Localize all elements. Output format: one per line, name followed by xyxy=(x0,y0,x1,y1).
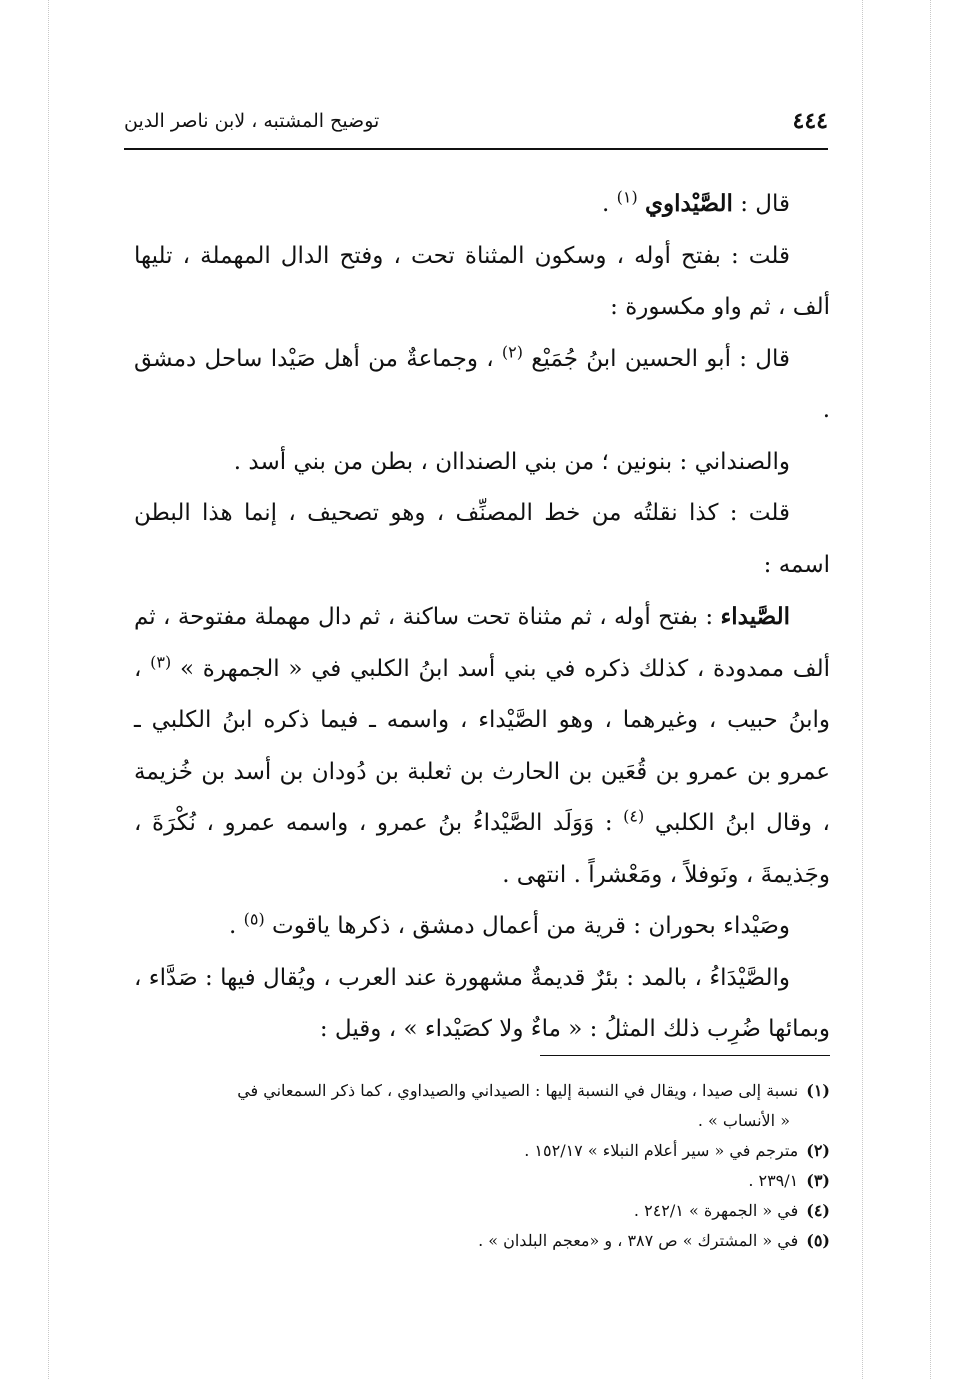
footnote-continuation: « الأنساب » . xyxy=(697,1111,790,1130)
footnote-number: (٥) xyxy=(806,1231,830,1250)
footnote-ref[interactable]: (٤) xyxy=(623,806,645,826)
page-header xyxy=(124,104,828,150)
footnote xyxy=(134,1076,830,1136)
lemma-headword: الصَّيداء xyxy=(720,603,790,630)
paragraph: الصَّيداء : بفتح أوله ، ثم مثناة تحت ساكنة ، ثم دال مهملة مفتوحة ، ثم ألف ممدودة ، كذلك ذكره في بني أسد ابنُ الكلبي في « الجمهرة » $^{(٣)}$ ، وابنُ حبيب ، وغيرهما ، وهو الصَّيْداء ، واسمه ـ فيما ذكره ابنُ الكلبي ـ عمرو بن عمرو بن قُعَين بن الحارث بن ثعلبة بن دُودان بن أسد بن خُزيمة ، وقال ابنُ الكلبي $^{(٤)}$ : وَوَلَد الصَّيْداءُ بنُ عمرو ، واسمه عمرو ، نُكْرَةَ ، وجَذيمةَ ، ونَوفلاً ، ومَعْشراً . انتهى . xyxy=(134,603,830,888)
scan-guide-line xyxy=(48,0,49,1379)
main-text xyxy=(134,178,830,1056)
footnote-ref[interactable]: (٢) xyxy=(501,341,523,361)
footnote-number: (٣) xyxy=(806,1171,830,1190)
footnote-text: في « المشترك » ص ٣٨٧ ، و «معجم البلدان » . xyxy=(478,1231,799,1250)
paragraph: قلت : كذا نقلتُه من خط المصنِّف ، وهو تصحيف ، إنما هذا البطن اسمه : xyxy=(134,500,830,578)
running-title: توضيح المشتبه ، لابن ناصر الدين xyxy=(124,110,380,132)
lemma-headword: الصَّيْداوي xyxy=(645,190,733,217)
footnote-number: (١) xyxy=(806,1081,830,1100)
footnote-text: في « الجمهرة » ٢٤٢/١ . xyxy=(633,1201,799,1220)
footnote-text: ٢٣٩/١ . xyxy=(748,1171,799,1190)
scan-guide-line xyxy=(862,0,863,1379)
footnote xyxy=(134,1136,830,1166)
paragraph: وصَيْداء بحوران : قرية من أعمال دمشق ، ذكرها ياقوت $^{(٥)}$ . xyxy=(229,909,790,939)
paragraph: والصَّيْدَاءُ ، بالمد : بئرٌ قديمةٌ مشهورة عند العرب ، ويُقال فيها : صَدَّاء ، وبمائها ضُرِب ذلك المثلُ : « ماءٌ ولا كصَيْداء » ، وقيل : xyxy=(134,964,830,1042)
footnote-ref[interactable]: (٥) xyxy=(243,909,265,929)
footnote-number: (٤) xyxy=(806,1201,830,1220)
footnote-number: (٢) xyxy=(806,1141,830,1160)
paragraph: والصنداني : بنونين ؛ من بني الصنداان ، بطن من بني أسد . xyxy=(233,448,790,475)
page-number: ٤٤٤ xyxy=(792,108,828,134)
footnotes xyxy=(134,1076,830,1256)
footnote-text: نسبة إلى صيدا ، ويقال في النسبة إليها : الصيداني والصيداوي ، كما ذكر السمعاني في xyxy=(237,1081,799,1100)
scan-guide-line xyxy=(930,0,931,1379)
footnote xyxy=(134,1196,830,1226)
paragraph: قال : الصَّيْداوي $^{(١)}$ . xyxy=(602,187,790,217)
footnote xyxy=(134,1166,830,1196)
footnote-text: مترجم في « سير أعلام النبلاء » ١٥٢/١٧ . xyxy=(524,1141,799,1160)
paragraph: قلت : بفتح أوله ، وسكون المثناة تحت ، وفتح الدال المهملة ، تليها ألف ، ثم واو مكسورة : xyxy=(134,242,830,320)
paragraph: قال : أبو الحسين ابنُ جُمَيْع $^{(٢)}$ ، وجماعةٌ من أهل صَيْدا ساحل دمشق . xyxy=(134,341,830,423)
footnote-ref[interactable]: (٣) xyxy=(150,651,172,671)
footnote-ref[interactable]: (١) xyxy=(616,187,638,207)
footnote-divider xyxy=(540,1055,830,1056)
footnote xyxy=(134,1226,830,1256)
